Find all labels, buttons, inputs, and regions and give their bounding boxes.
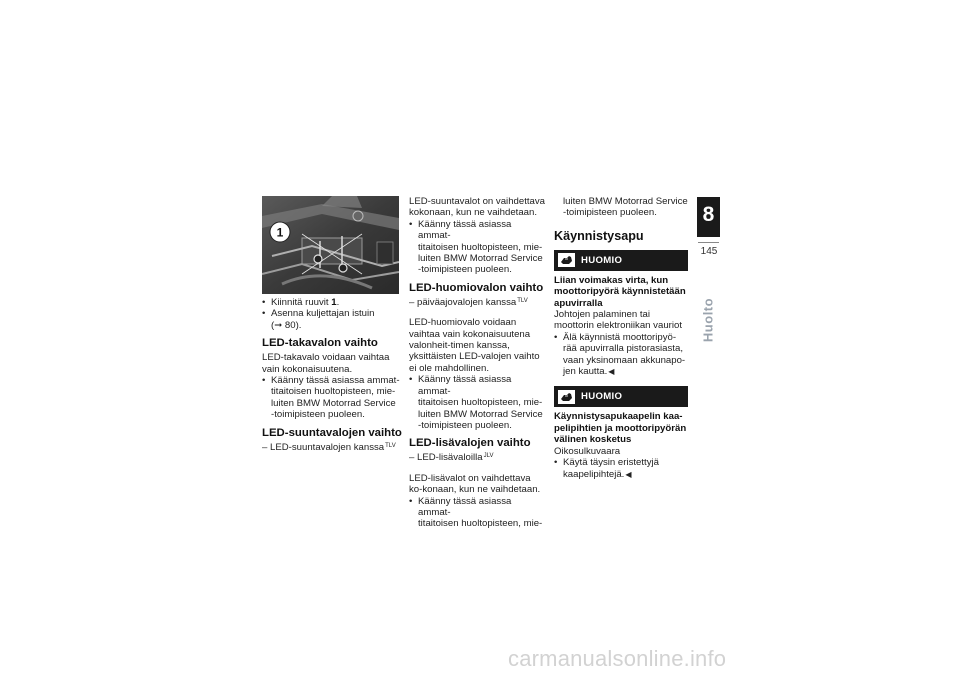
column-3 bbox=[554, 196, 690, 480]
end-mark-icon: ◀ bbox=[608, 367, 615, 377]
step-install-seat-ref: (➞ 80). bbox=[271, 319, 302, 331]
turn-signals-list bbox=[409, 219, 545, 276]
warning-1-list bbox=[554, 332, 690, 378]
headlight-mount-photo bbox=[262, 196, 399, 294]
chapter-title: Huolto bbox=[700, 297, 716, 343]
column-2 bbox=[409, 196, 545, 530]
column-1 bbox=[262, 196, 402, 453]
photo-marker-1: 1 bbox=[276, 225, 284, 240]
chapter-divider bbox=[698, 242, 719, 243]
heading-led-daytime-light: LED-huomiovalon vaihto bbox=[409, 281, 544, 294]
tail-light-list bbox=[262, 375, 402, 421]
tail-light-bullet: • Käänny tässä asiassa ammat- titaitoisen huoltopisteen, mie- luiten BMW Motorrad Service -toimipisteen puoleen. bbox=[262, 375, 402, 421]
turn-signals-bullet: • Käänny tässä asiassa ammat- titaitoisen huoltopisteen, mie- luiten BMW Motorrad Service -toimipisteen puoleen. bbox=[409, 219, 545, 276]
notice-label: HUOMIO bbox=[581, 254, 623, 266]
chapter-number-tab: 8 bbox=[697, 197, 720, 237]
notice-banner-1 bbox=[554, 250, 688, 271]
heading-led-turn-signals: LED-suuntavalojen vaihto bbox=[262, 426, 402, 439]
heading-led-aux-lights: LED-lisävalojen vaihto bbox=[409, 437, 531, 450]
mechanical-photo-illustration bbox=[262, 196, 399, 294]
daytime-light-body: LED-huomiovalo voidaan vaihtaa vain kokonaisuutena valonheit-timen kanssa, yksittäisten LED-valojen vaihto ei ole mahdollinen. bbox=[409, 317, 540, 374]
turn-signals-condition: – LED-suuntavalojen kanssa$^{TLV}$ bbox=[262, 441, 396, 453]
daytime-light-list bbox=[409, 374, 545, 431]
end-mark-icon: ◀ bbox=[625, 469, 632, 479]
watermark-text: carmanualsonline.info bbox=[508, 646, 727, 671]
warning-2-body: Oikosulkuvaara bbox=[554, 445, 621, 457]
heading-led-tail-light: LED-takavalon vaihto bbox=[262, 337, 378, 350]
warning-2-title: Käynnistysapukaapelin kaa-pelipihtien ja moottoripyörän välinen kosketus bbox=[554, 411, 687, 446]
turn-signals-body: LED-suuntavalot on vaihdettava kokonaan, kun ne vaihdetaan. bbox=[409, 196, 545, 219]
warning-1-bullet: • Älä käynnistä moottoripyö- rää apuvirralla pistorasiasta, vaan yksinomaan akkunapo- jen kautta.◀ bbox=[554, 332, 690, 378]
step-list bbox=[262, 297, 402, 331]
warning-2-bullet: • Käytä täysin eristettyjä kaapelipihtejä.◀ bbox=[554, 457, 690, 480]
aux-lights-list bbox=[409, 496, 545, 530]
chapter-title-vertical bbox=[697, 297, 719, 343]
daytime-light-bullet: • Käänny tässä asiassa ammat- titaitoisen huoltopisteen, mie- luiten BMW Motorrad Service -toimipisteen puoleen. bbox=[409, 374, 545, 431]
warning-hand-icon bbox=[558, 253, 575, 267]
warning-1-body: Johtojen palaminen tai moottorin elektroniikan vauriot bbox=[554, 309, 682, 332]
aux-lights-bullet: • Käänny tässä asiassa ammat- titaitoisen huoltopisteen, mie- bbox=[409, 496, 545, 530]
warning-hand-icon bbox=[558, 390, 575, 404]
tail-light-body: LED-takavalo voidaan vaihtaa vain kokonaisuutena. bbox=[262, 352, 390, 375]
aux-lights-condition: – LED-lisävaloilla$^{JLV}$ bbox=[409, 452, 494, 464]
step-fasten-screws: • Kiinnitä ruuvit 1. bbox=[262, 297, 402, 308]
daytime-light-condition: – päiväajovalojen kanssa$^{TLV}$ bbox=[409, 296, 528, 308]
aux-lights-bullet-continued: luiten BMW Motorrad Service -toimipisteen puoleen. bbox=[563, 196, 688, 219]
notice-label: HUOMIO bbox=[581, 391, 623, 403]
heading-jump-start: Käynnistysapu bbox=[554, 228, 644, 243]
page-number: 145 bbox=[700, 246, 718, 257]
aux-lights-body: LED-lisävalot on vaihdettava ko-konaan, kun ne vaihdetaan. bbox=[409, 472, 541, 496]
step-install-seat: • Asenna kuljettajan istuin bbox=[262, 308, 402, 319]
notice-banner-2 bbox=[554, 386, 688, 407]
warning-2-list bbox=[554, 457, 690, 480]
warning-1-title: Liian voimakas virta, kun moottoripyörä käynnistetään apuvirralla bbox=[554, 274, 686, 309]
